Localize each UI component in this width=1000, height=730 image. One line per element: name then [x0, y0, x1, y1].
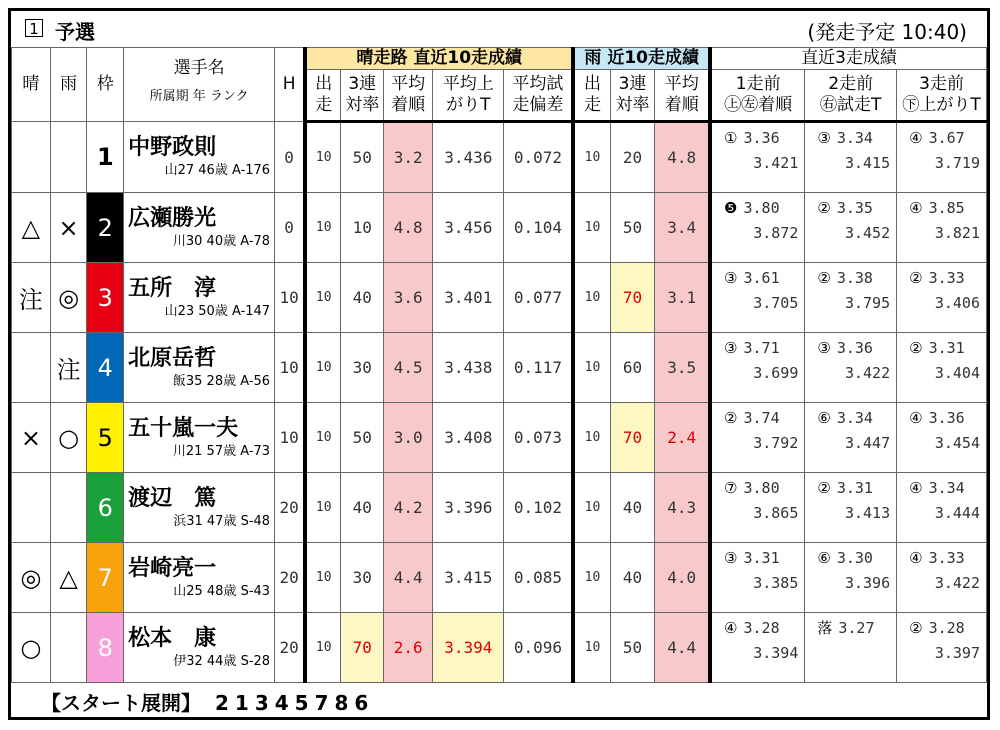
header-player-label: 選手名: [173, 58, 225, 78]
h-r3-1: 3走前: [919, 74, 964, 94]
sun-mark: [12, 122, 51, 193]
table-row: [12, 263, 987, 333]
sun-mark: ◎: [12, 543, 51, 613]
sun-avg-finish: 3.6: [384, 263, 433, 333]
recent-position: ②: [909, 619, 923, 637]
sun-starts: 10: [305, 473, 341, 543]
start-time: (発走予定 10:40): [807, 20, 967, 44]
sun-avg-finish: 2.6: [384, 613, 433, 683]
recent-position: ④: [909, 479, 923, 497]
sun-avg-agari: 3.438: [433, 333, 504, 403]
header-trio: [341, 70, 384, 122]
sun-avg-agari: 3.394: [433, 613, 504, 683]
recent-trial-time: 3.80: [743, 479, 780, 497]
sun-avg-deviation: 0.096: [504, 613, 573, 683]
recent-agari-time: 3.404: [934, 364, 980, 382]
rain-starts: 10: [573, 193, 610, 263]
recent-position: ②: [909, 339, 923, 357]
recent-line1: [805, 406, 896, 430]
recent-trial-time: 3.34: [836, 409, 873, 427]
sun-avg-deviation: 0.085: [504, 543, 573, 613]
recent-3-cell: [897, 613, 987, 683]
recent-trial-time: 3.33: [928, 549, 965, 567]
recent-line1: [897, 196, 986, 220]
h-r1-1: 1走前: [735, 74, 781, 94]
rain-trio-rate: 60: [610, 333, 655, 403]
frame-number: 4: [87, 333, 124, 403]
rain-avg-finish: 4.0: [655, 543, 710, 613]
frame-number: 3: [87, 263, 124, 333]
header-handicap: H: [275, 48, 306, 122]
recent-trial-time: 3.34: [928, 479, 965, 497]
recent-line1: [897, 406, 986, 430]
h-r3-2: ㊦上がりT: [902, 95, 981, 115]
h-rtrio-1: 3連: [618, 74, 647, 94]
recent-position: ③: [724, 549, 738, 567]
rain-avg-finish: 4.3: [655, 473, 710, 543]
recent-1-cell: [710, 193, 805, 263]
recent-position: ⑦: [724, 479, 738, 497]
recent-line1: [805, 126, 896, 150]
recent-position: ④: [909, 199, 923, 217]
rain-trio-rate: 50: [610, 613, 655, 683]
rain-starts: 10: [573, 333, 610, 403]
handicap: 20: [275, 473, 306, 543]
h-agari-1: 平均上: [442, 74, 494, 94]
recent-trial-time: 3.35: [836, 199, 873, 217]
player-info: 川30 40歳 A-78: [172, 233, 271, 249]
rain-starts: 10: [573, 473, 610, 543]
recent-line1: [897, 476, 986, 500]
recent-line1: [712, 406, 804, 430]
recent-position: ③: [817, 129, 831, 147]
table-row: [12, 122, 987, 193]
recent-position: ④: [724, 619, 738, 637]
header-sun: 晴: [12, 48, 51, 122]
start-prediction: [41, 687, 374, 716]
start-prediction-label: 【スタート展開】: [41, 691, 201, 715]
recent-1-cell: [710, 613, 805, 683]
recent-trial-time: 3.61: [743, 269, 780, 287]
recent-trial-time: 3.85: [928, 199, 965, 217]
recent-trial-time: 3.67: [928, 129, 965, 147]
handicap: 20: [275, 543, 306, 613]
header-rain-starts: [573, 70, 610, 122]
recent-1-cell: [710, 263, 805, 333]
recent-agari-time: 3.415: [844, 154, 891, 172]
recent-position: 落: [817, 619, 833, 637]
sun-avg-agari: 3.401: [433, 263, 504, 333]
player-info: 伊32 44歳 S-28: [173, 653, 271, 669]
recent-trial-time: 3.74: [743, 409, 780, 427]
player-cell: [124, 473, 275, 543]
recent-2-cell: [805, 473, 897, 543]
recent-3-cell: [897, 403, 987, 473]
recent-position: ③: [724, 339, 738, 357]
recent-agari-time: 3.413: [844, 504, 891, 522]
h-avg-2: 着順: [391, 95, 426, 115]
sun-avg-agari: 3.436: [433, 122, 504, 193]
header-recent-group: 直近3走成績: [710, 48, 986, 70]
sun-avg-agari: 3.408: [433, 403, 504, 473]
rain-mark: ◎: [50, 263, 87, 333]
sun-starts: 10: [305, 122, 341, 193]
frame-number: 2: [87, 193, 124, 263]
recent-line1: [805, 616, 896, 640]
recent-line1: [897, 336, 986, 360]
rain-avg-finish: 3.4: [655, 193, 710, 263]
recent-position: ⑥: [817, 409, 831, 427]
recent-2-cell: [805, 543, 897, 613]
h-rstarts-2: 走: [583, 95, 601, 115]
sun-avg-finish: 3.0: [384, 403, 433, 473]
sun-starts: 10: [305, 613, 341, 683]
recent-line1: [712, 476, 804, 500]
h-dev-1: 平均試: [512, 74, 564, 94]
h-ravg-1: 平均: [664, 74, 699, 94]
recent-line1: [897, 266, 986, 290]
recent-1-cell: [710, 333, 805, 403]
entry-table: [11, 47, 987, 683]
header-r2: [805, 70, 897, 122]
sun-avg-deviation: 0.072: [504, 122, 573, 193]
recent-agari-time: 3.821: [934, 224, 980, 242]
race-name: 予選: [55, 20, 95, 44]
recent-position: ②: [724, 409, 738, 427]
player-cell: [124, 263, 275, 333]
recent-agari-time: 3.792: [753, 434, 799, 452]
player-info: 浜31 47歳 S-48: [173, 513, 271, 529]
rain-trio-rate: 40: [610, 473, 655, 543]
sun-starts: 10: [305, 543, 341, 613]
recent-trial-time: 3.28: [928, 619, 965, 637]
header-avg-dev: [504, 70, 573, 122]
sun-starts: 10: [305, 193, 341, 263]
recent-position: ②: [817, 269, 831, 287]
sun-avg-finish: 4.4: [384, 543, 433, 613]
recent-agari-time: 3.406: [934, 294, 980, 312]
recent-line1: [712, 546, 804, 570]
sun-avg-finish: 4.8: [384, 193, 433, 263]
recent-trial-time: 3.31: [743, 549, 780, 567]
sun-avg-deviation: 0.073: [504, 403, 573, 473]
recent-trial-time: 3.36: [836, 339, 873, 357]
handicap: 0: [275, 193, 306, 263]
sun-trio-rate: 70: [341, 613, 384, 683]
h-agari-2: がりT: [446, 95, 491, 115]
sun-avg-agari: 3.415: [433, 543, 504, 613]
sun-mark: [12, 473, 51, 543]
rain-mark: [50, 473, 87, 543]
recent-2-cell: [805, 613, 897, 683]
rain-starts: 10: [573, 263, 610, 333]
rain-trio-rate: 40: [610, 543, 655, 613]
recent-line1: [805, 546, 896, 570]
rain-trio-rate: 50: [610, 193, 655, 263]
recent-trial-time: 3.71: [743, 339, 780, 357]
h-r1-2: ㊤㊧着順: [724, 95, 793, 115]
recent-agari-time: 3.447: [844, 434, 891, 452]
h-r2-1: 2走前: [828, 74, 874, 94]
recent-agari-time: 3.872: [753, 224, 799, 242]
recent-position: ❺: [724, 199, 738, 217]
rain-starts: 10: [573, 543, 610, 613]
recent-1-cell: [710, 403, 805, 473]
sun-avg-agari: 3.396: [433, 473, 504, 543]
recent-line1: [897, 546, 986, 570]
recent-position: ②: [817, 199, 831, 217]
recent-line1: [897, 616, 986, 640]
recent-agari-time: 3.397: [934, 644, 980, 662]
sun-trio-rate: 10: [341, 193, 384, 263]
recent-2-cell: [805, 263, 897, 333]
rain-mark: ○: [50, 403, 87, 473]
recent-trial-time: 3.30: [836, 549, 873, 567]
recent-trial-time: 3.28: [743, 619, 780, 637]
rain-mark: △: [50, 543, 87, 613]
rain-trio-rate: 20: [610, 122, 655, 193]
header-avg-finish: [384, 70, 433, 122]
player-name: 中野政則: [128, 135, 217, 160]
sun-mark: △: [12, 193, 51, 263]
recent-line1: [712, 196, 804, 220]
recent-3-cell: [897, 193, 987, 263]
sun-avg-finish: 4.2: [384, 473, 433, 543]
handicap: 10: [275, 333, 306, 403]
recent-3-cell: [897, 543, 987, 613]
sun-avg-finish: 3.2: [384, 122, 433, 193]
recent-position: ④: [909, 549, 923, 567]
player-info: 山27 46歳 A-176: [164, 163, 271, 178]
recent-agari-time: 3.865: [753, 504, 799, 522]
player-name: 北原岳哲: [128, 345, 217, 371]
player-info: 飯35 28歳 A-56: [172, 373, 271, 389]
player-name: 岩崎亮一: [128, 555, 217, 581]
recent-line1: [897, 126, 986, 150]
recent-line1: [805, 336, 896, 360]
handicap: 10: [275, 403, 306, 473]
player-cell: [124, 543, 275, 613]
sun-trio-rate: 30: [341, 543, 384, 613]
recent-3-cell: [897, 122, 987, 193]
player-info: 川21 57歳 A-73: [172, 443, 271, 459]
rain-mark: ×: [50, 193, 87, 263]
handicap: 20: [275, 613, 306, 683]
recent-trial-time: 3.34: [836, 129, 873, 147]
recent-trial-time: 3.36: [743, 129, 780, 147]
header-starts: [305, 70, 341, 122]
rain-starts: 10: [573, 122, 610, 193]
h-starts-2: 走: [315, 95, 333, 115]
recent-3-cell: [897, 473, 987, 543]
rain-mark: [50, 122, 87, 193]
sun-starts: 10: [305, 263, 341, 333]
rain-mark: 注: [50, 333, 87, 403]
recent-trial-time: 3.38: [836, 269, 873, 287]
table-row: [12, 613, 987, 683]
rain-trio-rate: 70: [610, 263, 655, 333]
table-row: [12, 543, 987, 613]
recent-3-cell: [897, 263, 987, 333]
recent-1-cell: [710, 122, 805, 193]
recent-1-cell: [710, 543, 805, 613]
recent-2-cell: [805, 193, 897, 263]
h-trio-2: 対率: [345, 95, 380, 115]
recent-agari-time: 3.719: [934, 154, 980, 172]
h-starts-1: 出: [315, 74, 333, 94]
race-number: 1: [25, 19, 43, 37]
recent-agari-time: 3.422: [844, 364, 891, 382]
recent-agari-time: 3.705: [753, 294, 799, 312]
sun-avg-finish: 4.5: [384, 333, 433, 403]
player-name: 広瀬勝光: [128, 205, 217, 231]
race-card: [8, 8, 990, 720]
recent-position: ②: [909, 269, 923, 287]
frame-number: 5: [87, 403, 124, 473]
rain-avg-finish: 3.5: [655, 333, 710, 403]
recent-agari-time: 3.394: [753, 644, 799, 662]
player-name: 五十嵐一夫: [128, 415, 239, 441]
sun-trio-rate: 40: [341, 473, 384, 543]
rain-avg-finish: 4.4: [655, 613, 710, 683]
rain-avg-finish: 2.4: [655, 403, 710, 473]
header-r3: [897, 70, 987, 122]
player-cell: [124, 333, 275, 403]
recent-position: ④: [909, 409, 923, 427]
recent-trial-time: 3.31: [928, 339, 965, 357]
recent-agari-time: 3.422: [934, 574, 980, 592]
player-info: 山25 48歳 S-43: [173, 583, 271, 599]
recent-position: ③: [817, 339, 831, 357]
title-bar: [11, 11, 987, 47]
header-player-sub: 所属期 年 ランク: [149, 89, 249, 104]
recent-line1: [805, 476, 896, 500]
recent-trial-time: 3.31: [836, 479, 873, 497]
player-cell: [124, 613, 275, 683]
recent-1-cell: [710, 473, 805, 543]
rain-starts: 10: [573, 403, 610, 473]
sun-trio-rate: 40: [341, 263, 384, 333]
recent-position: ③: [724, 269, 738, 287]
recent-position: ①: [724, 129, 738, 147]
recent-trial-time: 3.33: [928, 269, 965, 287]
recent-position: ④: [909, 129, 923, 147]
recent-agari-time: 3.444: [934, 504, 980, 522]
rain-trio-rate: 70: [610, 403, 655, 473]
handicap: 10: [275, 263, 306, 333]
table-row: [12, 193, 987, 263]
recent-position: ②: [817, 479, 831, 497]
header-rain-avg: [655, 70, 710, 122]
sun-mark: ×: [12, 403, 51, 473]
player-name: 松本 康: [128, 625, 217, 651]
recent-trial-time: 3.36: [928, 409, 965, 427]
h-rtrio-2: 対率: [615, 95, 650, 115]
player-cell: [124, 403, 275, 473]
recent-2-cell: [805, 122, 897, 193]
sun-avg-deviation: 0.102: [504, 473, 573, 543]
sun-mark: 注: [12, 263, 51, 333]
h-trio-1: 3連: [348, 74, 377, 94]
sun-starts: 10: [305, 333, 341, 403]
player-info: 山23 50歳 A-147: [164, 303, 271, 319]
recent-line1: [712, 266, 804, 290]
sun-trio-rate: 30: [341, 333, 384, 403]
recent-position: ⑥: [817, 549, 831, 567]
frame-number: 8: [87, 613, 124, 683]
table-row: [12, 333, 987, 403]
rain-avg-finish: 4.8: [655, 122, 710, 193]
header-avg-agari: [433, 70, 504, 122]
recent-3-cell: [897, 333, 987, 403]
recent-trial-time: 3.80: [743, 199, 780, 217]
recent-agari-time: 3.385: [753, 574, 799, 592]
header-rain-trio: [610, 70, 655, 122]
rain-starts: 10: [573, 613, 610, 683]
header-frame: 枠: [87, 48, 124, 122]
frame-number: 1: [87, 122, 124, 193]
sun-avg-deviation: 0.104: [504, 193, 573, 263]
recent-line1: [712, 336, 804, 360]
recent-agari-time: 3.454: [934, 434, 980, 452]
recent-line1: [805, 196, 896, 220]
frame-number: 7: [87, 543, 124, 613]
start-order: 21345786: [215, 691, 375, 715]
recent-agari-time: 3.421: [753, 154, 799, 172]
sun-mark: ○: [12, 613, 51, 683]
h-rstarts-1: 出: [583, 74, 601, 94]
recent-trial-time: 3.27: [838, 619, 875, 637]
recent-2-cell: [805, 403, 897, 473]
h-r2-2: ㊨試走T: [820, 95, 882, 115]
player-name: 五所 淳: [128, 275, 217, 301]
recent-line1: [712, 616, 804, 640]
recent-agari-time: 3.452: [844, 224, 891, 242]
recent-agari-time: 3.396: [844, 574, 891, 592]
h-ravg-2: 着順: [664, 95, 699, 115]
rain-mark: [50, 613, 87, 683]
recent-line1: [805, 266, 896, 290]
h-avg-1: 平均: [391, 74, 426, 94]
recent-agari-time: 3.699: [753, 364, 799, 382]
recent-agari-time: 3.795: [844, 294, 891, 312]
sun-avg-deviation: 0.117: [504, 333, 573, 403]
sun-avg-agari: 3.456: [433, 193, 504, 263]
header-player: [124, 48, 275, 122]
frame-number: 6: [87, 473, 124, 543]
header-r1: [710, 70, 805, 122]
recent-line1: [712, 126, 804, 150]
recent-2-cell: [805, 333, 897, 403]
table-row: [12, 473, 987, 543]
rain-avg-finish: 3.1: [655, 263, 710, 333]
header-sun-group: 晴走路 直近10走成績: [305, 48, 573, 70]
handicap: 0: [275, 122, 306, 193]
header-rain-group: 雨 近10走成績: [573, 48, 710, 70]
sun-avg-deviation: 0.077: [504, 263, 573, 333]
player-cell: [124, 193, 275, 263]
sun-trio-rate: 50: [341, 403, 384, 473]
h-dev-2: 走偏差: [512, 95, 564, 115]
header-rain: 雨: [50, 48, 87, 122]
sun-mark: [12, 333, 51, 403]
table-row: [12, 403, 987, 473]
player-name: 渡辺 篤: [128, 485, 217, 511]
sun-trio-rate: 50: [341, 122, 384, 193]
player-cell: [124, 122, 275, 193]
sun-starts: 10: [305, 403, 341, 473]
